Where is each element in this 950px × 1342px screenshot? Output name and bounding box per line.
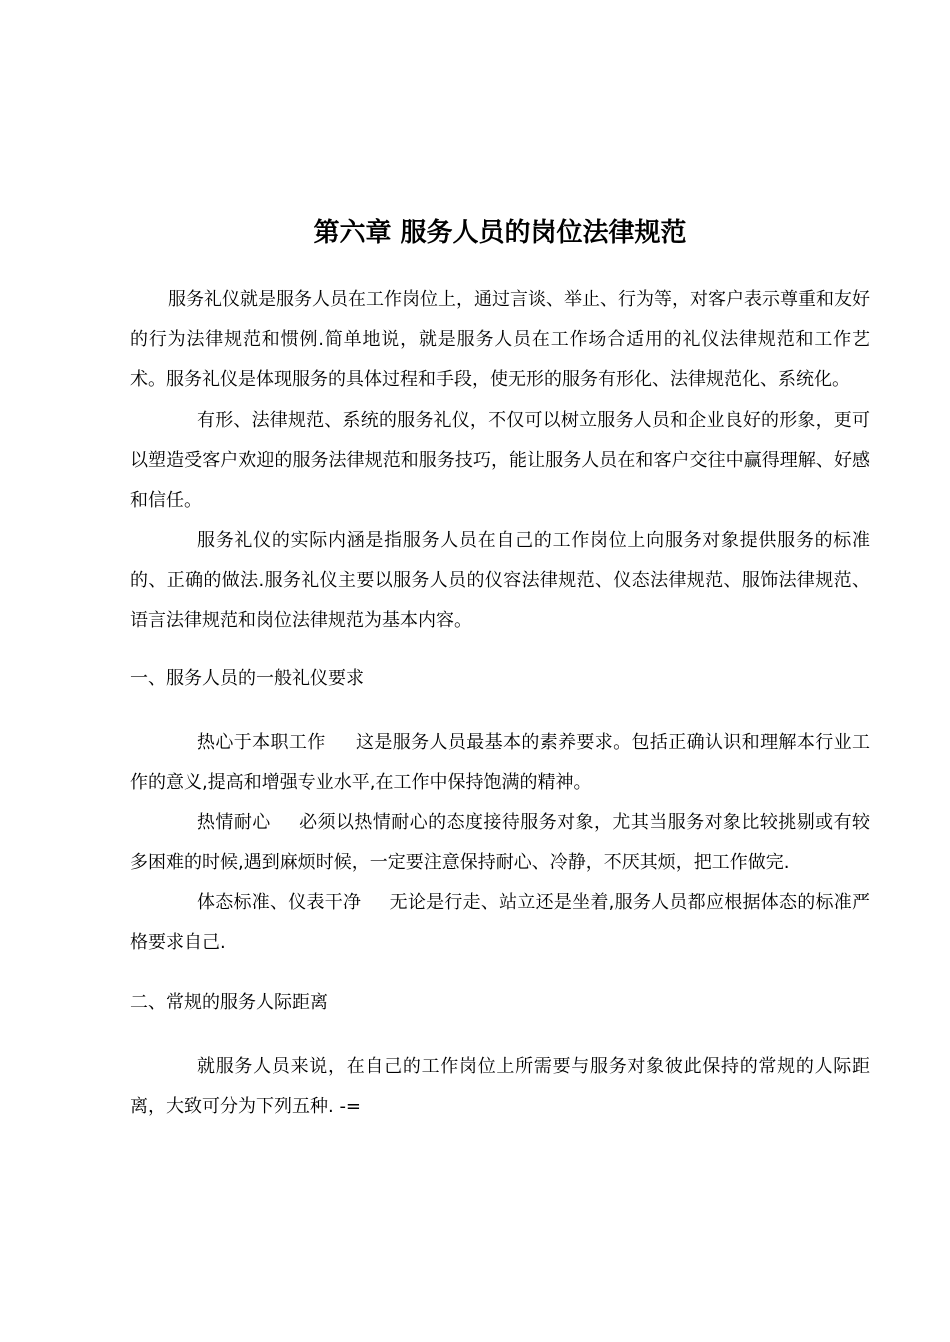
requirement-term: 体态标准、仪表干净 <box>197 892 362 913</box>
intro-paragraph-1: 服务礼仪就是服务人员在工作岗位上，通过言谈、举止、行为等，对客户表示尊重和友好的行为法律规范和惯例.简单地说，就是服务人员在工作场合适用的礼仪法律规范和工作艺术。服务礼仪是体现服务的具体过程和手段，使无形的服务有形化、法律规范化、系统化。 <box>130 289 870 390</box>
requirement-term: 热情耐心 <box>197 812 271 833</box>
chapter-title: 第六章 服务人员的岗位法律规范 <box>313 218 687 249</box>
requirement-item-1 <box>130 723 870 803</box>
requirement-term: 热心于本职工作 <box>197 732 326 753</box>
requirement-item-3 <box>130 883 870 963</box>
document-body <box>130 280 870 1127</box>
section-heading-1: 一、服务人员的一般礼仪要求 <box>130 668 364 689</box>
intro-paragraph-2: 有形、法律规范、系统的服务礼仪，不仅可以树立服务人员和企业良好的形象，更可以塑造受客户欢迎的服务法律规范和服务技巧，能让服务人员在和客户交往中赢得理解、好感和信任。 <box>130 410 870 511</box>
requirement-text: 无论是行走、站立还是坐着,服务人员都应根据体态的标准严格要求自己. <box>130 892 870 953</box>
requirement-text: 这是服务人员最基本的素养要求。包括正确认识和理解本行业工作的意义,提高和增强专业水平,在工作中保持饱满的精神。 <box>130 732 871 793</box>
intro-paragraph-3: 服务礼仪的实际内涵是指服务人员在自己的工作岗位上向服务对象提供服务的标准的、正确的做法.服务礼仪主要以服务人员的仪容法律规范、仪态法律规范、服饰法律规范、语言法律规范和岗位法律规范为基本内容。 <box>130 530 870 631</box>
section-heading-2: 二、常规的服务人际距离 <box>130 992 328 1013</box>
distance-paragraph: 就服务人员来说，在自己的工作岗位上所需要与服务对象彼此保持的常规的人际距离，大致可分为下列五种. -= <box>130 1056 870 1117</box>
requirement-item-2 <box>130 803 870 883</box>
requirement-text: 必须以热情耐心的态度接待服务对象，尤其当服务对象比较挑剔或有较多困难的时候,遇到麻烦时候，一定要注意保持耐心、冷静，不厌其烦，把工作做完. <box>130 812 871 873</box>
